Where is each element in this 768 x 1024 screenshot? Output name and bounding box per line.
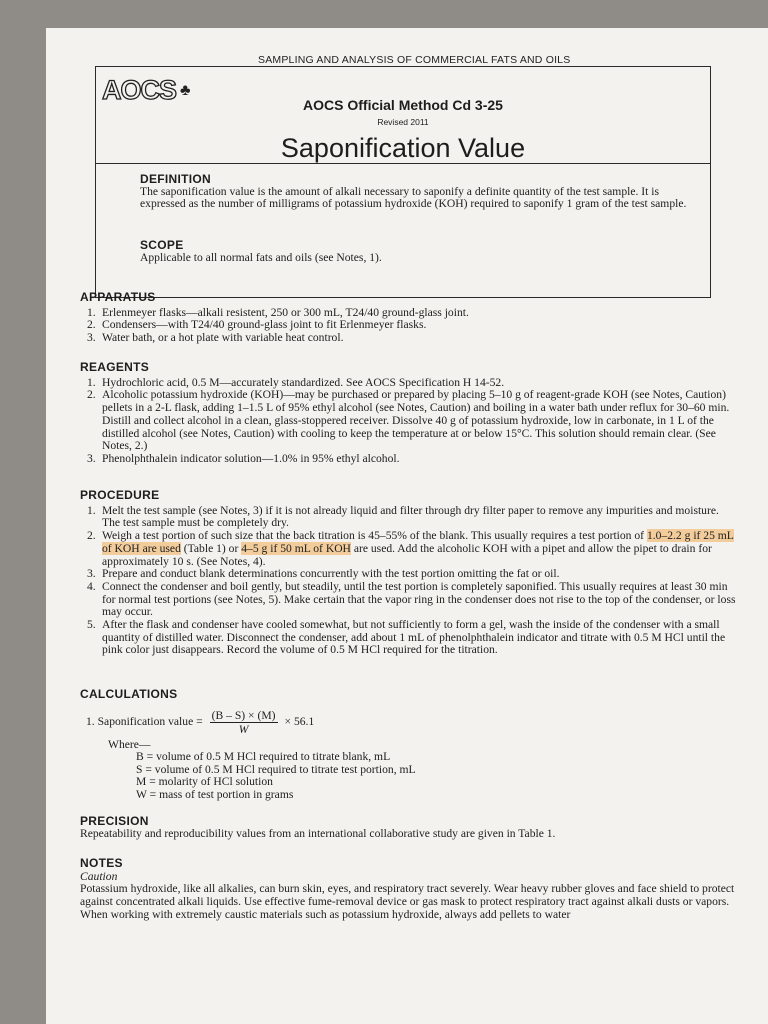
list-item: 2. Alcoholic potassium hydroxide (KOH)—may be purchased or prepared by placing 5–10 g of reagent-grade KOH (see Notes, Caution) pellets in a 2-L flask, adding 1–1.5 L of 95% ethyl alcohol (see Notes, Caution) and boiling in a water bath under reflux for 30–60 min. Distill and collect alcohol in a clean, glass-stoppered receiver. Dissolve 40 g of potassium hydroxide, low in carbonate, in 1 L of the distilled alcohol (see Notes, Caution) with cooling to keep the temperature at or below 15°C. This solution should remain clear. (See Notes, 2.) <box>87 388 730 453</box>
reagents-heading: REAGENTS <box>80 360 150 374</box>
list-item: 1. Hydrochloric acid, 0.5 M—accurately standardized. See AOCS Specification H 14-52. <box>87 375 505 389</box>
definition-section <box>140 173 706 211</box>
scope-section <box>140 239 706 264</box>
scope-heading: SCOPE <box>140 238 184 252</box>
notes-heading: NOTES <box>80 856 123 870</box>
running-head: SAMPLING AND ANALYSIS OF COMMERCIAL FATS AND OILS <box>258 54 571 66</box>
method-number: AOCS Official Method Cd 3-25 <box>303 97 503 113</box>
definition-heading: DEFINITION <box>140 172 211 186</box>
calculations-section <box>80 688 736 801</box>
apparatus-section <box>80 291 736 345</box>
club-icon: ♣ <box>180 81 191 99</box>
list-item: 3. Water bath, or a hot plate with variable heat control. <box>87 331 344 345</box>
list-item: 1. Erlenmeyer flasks—alkali resistent, 250 or 300 mL, T24/40 ground-glass joint. <box>87 305 469 319</box>
list-item: 4. Connect the condenser and boil gently, but steadily, until the test portion is completely saponified. This usually requires at least 30 min for normal test portions (see Notes, 5). Make certain that the vapor ring in the condenser does not rise to the top of the condenser, or loss may occur. <box>87 579 736 619</box>
list-item: 3. Prepare and conduct blank determinations concurrently with the test portion omitting the fat or oil. <box>87 567 560 581</box>
revised-date: Revised 2011 <box>377 117 429 127</box>
logo-text: AOCS <box>102 75 177 105</box>
header-divider <box>96 163 710 164</box>
variable-def: M = molarity of HCl solution <box>136 775 273 789</box>
variable-def: B = volume of 0.5 M HCl required to titrate blank, mL <box>136 750 391 764</box>
apparatus-heading: APPARATUS <box>80 290 156 304</box>
caution-text: Potassium hydroxide, like all alkalies, can burn skin, eyes, and respiratory tract severely. Wear heavy rubber gloves and face shield to protect against concentrated alkali liquids. Use effective fume-removal device or gas mask to protect respiratory tract against alkali dusts or vapors. When working with extremely caustic materials such as potassium hydroxide, always add pellets to water <box>80 882 735 921</box>
variable-def: S = volume of 0.5 M HCl required to titrate test portion, mL <box>136 762 416 776</box>
where-label: Where— <box>108 737 151 751</box>
formula-denominator: W <box>238 722 249 736</box>
list-item: 5. After the flask and condenser have cooled somewhat, but not sufficiently to form a gel, wash the inside of the condenser with a small quantity of distilled water. Disconnect the condenser, add about 1 mL of phenolphthalein indicator and titrate with 0.5 M HCl until the pink color just disappears. Record the volume of 0.5 M HCl required for the titration. <box>87 618 726 657</box>
saponification-formula: 1. Saponification value = $\frac{(B - S) \times (M)}{W}$ × 56.1 <box>86 708 315 736</box>
reagents-section <box>80 361 736 466</box>
precision-heading: PRECISION <box>80 814 149 828</box>
list-item: 2. Condensers—with T24/40 ground-glass joint to fit Erlenmeyer flasks. <box>87 318 427 332</box>
highlighted-text: 4–5 g if 50 mL of KOH <box>241 541 351 555</box>
formula-numerator: (B – S) × (M) <box>211 708 276 722</box>
highlighted-text: 1.0–2.2 g if 25 mL of KOH are used <box>102 529 734 555</box>
document-page <box>46 28 768 1024</box>
variable-list <box>136 751 736 801</box>
variable-def: W = mass of test portion in grams <box>136 787 294 801</box>
precision-section <box>80 815 736 840</box>
list-item: 1. Melt the test sample (see Notes, 3) if it is not already liquid and filter through dry filter paper to remove any impurities and moisture. The test sample must be completely dry. <box>87 503 719 530</box>
scope-text: Applicable to all normal fats and oils (see Notes, 1). <box>140 250 382 264</box>
procedure-section <box>80 489 736 657</box>
calculations-heading: CALCULATIONS <box>80 687 178 701</box>
precision-text: Repeatability and reproducibility values from an international collaborative study are given in Table 1. <box>80 826 556 840</box>
page-title: Saponification Value <box>280 133 526 163</box>
definition-text: The saponification value is the amount of alkali necessary to saponify a definite quantity of the test sample. It is expressed as the number of milligrams of potassium hydroxide (KOH) required to saponify 1 gram of the test sample. <box>140 184 687 211</box>
caution-label: Caution <box>80 869 118 883</box>
list-item: 3. Phenolphthalein indicator solution—1.0% in 95% ethyl alcohol. <box>87 451 400 465</box>
method-header-box <box>95 66 711 298</box>
procedure-heading: PROCEDURE <box>80 488 160 502</box>
list-item: 2. Weigh a test portion of such size that the back titration is 45–55% of the blank. This usually requires a test portion of 1.0–2.2 g if 25 mL of KOH are used (Table 1) or 4–5 g if 50 mL of KOH are used. Add the alcoholic KOH with a pipet and allow the pipet to drain for approximately 10 s. (See Notes, 4). <box>87 529 734 568</box>
notes-section <box>80 857 736 922</box>
